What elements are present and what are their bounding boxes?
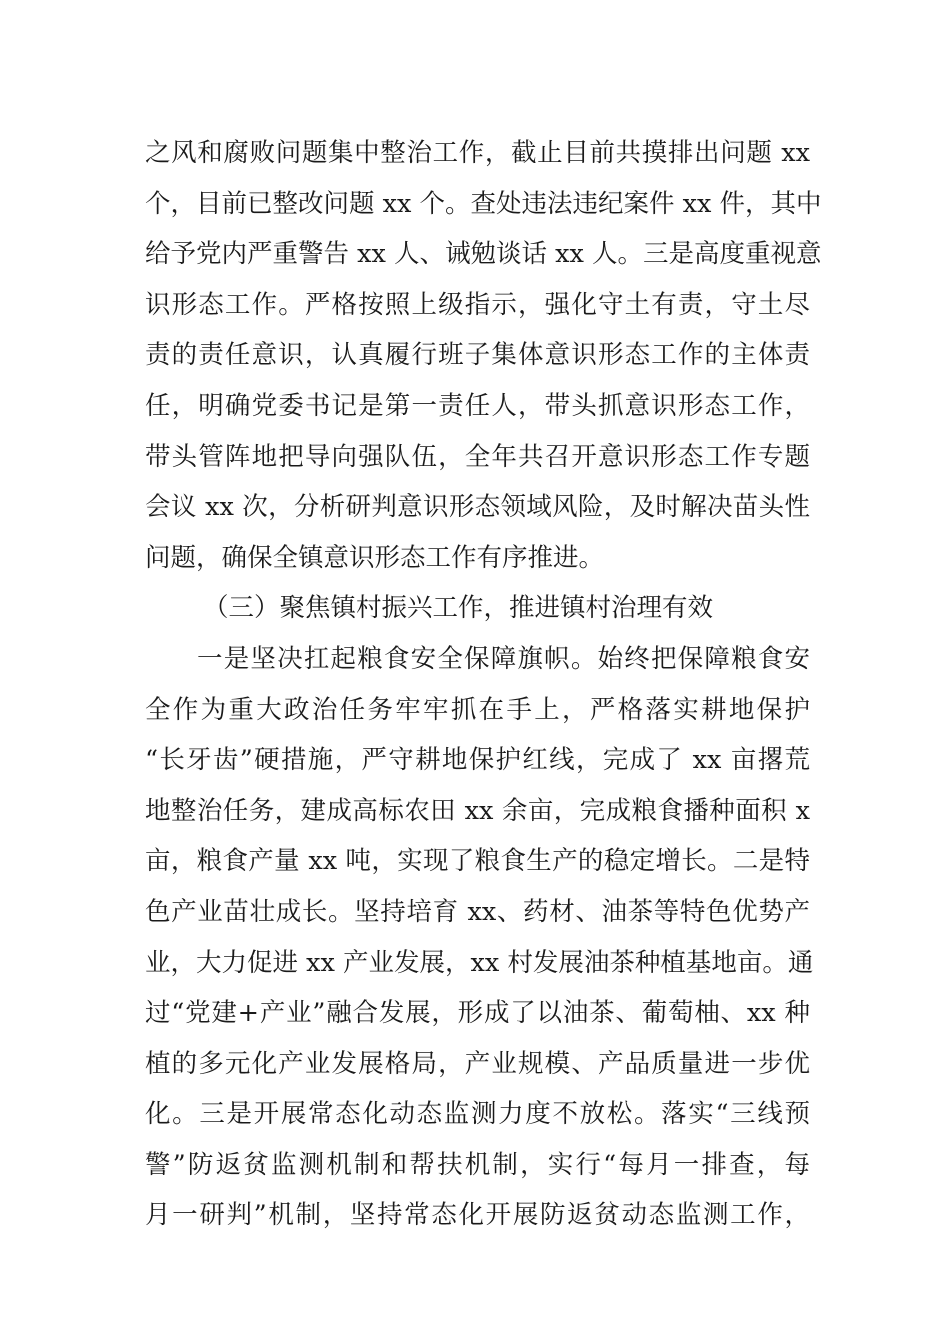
text-line: 给予党内严重警告 xx 人、诫勉谈话 xx 人。三是高度重视意 <box>145 239 822 270</box>
document-body <box>145 128 822 1241</box>
paragraph-1 <box>145 128 822 583</box>
text-line: 过“党建+产业”融合发展，形成了以油茶、葡萄柚、xx 种 <box>145 998 810 1029</box>
text-line: 一是坚决扛起粮食安全保障旗帜。始终把保障粮食安 <box>197 643 810 674</box>
text-line: 警”防返贫监测机制和帮扶机制，实行“每月一排查，每 <box>145 1149 810 1180</box>
section-heading: （三）聚焦镇村振兴工作，推进镇村治理有效 <box>203 593 714 624</box>
text-line: 月一研判”机制，坚持常态化开展防返贫动态监测工作， <box>145 1200 810 1231</box>
text-line: 会议 xx 次，分析研判意识形态领域风险，及时解决苗头性 <box>145 492 810 523</box>
text-line: 识形态工作。严格按照上级指示，强化守土有责，守土尽 <box>145 289 810 320</box>
text-line: 责的责任意识，认真履行班子集体意识形态工作的主体责 <box>145 340 810 371</box>
text-line: 个，目前已整改问题 xx 个。查处违法违纪案件 xx 件，其中 <box>145 188 822 219</box>
text-line: 之风和腐败问题集中整治工作，截止目前共摸排出问题 xx <box>145 138 810 168</box>
text-line: 问题，确保全镇意识形态工作有序推进。 <box>145 542 605 573</box>
text-line: 全作为重大政治任务牢牢抓在手上，严格落实耕地保护 <box>145 694 810 725</box>
text-line: 业，大力促进 xx 产业发展，xx 村发展油茶种植基地亩。通 <box>145 947 814 978</box>
text-line: 任，明确党委书记是第一责任人，带头抓意识形态工作， <box>145 390 810 421</box>
text-line: “长牙齿”硬措施，严守耕地保护红线，完成了 xx 亩撂荒 <box>145 745 810 776</box>
text-line: 化。三是开展常态化动态监测力度不放松。落实“三线预 <box>145 1099 810 1130</box>
paragraph-2 <box>145 634 814 1241</box>
text-line: 带头管阵地把导向强队伍，全年共召开意识形态工作专题 <box>145 441 810 472</box>
text-line: 色产业苗壮成长。坚持培育 xx、药材、油茶等特色优势产 <box>145 896 810 927</box>
text-line: 植的多元化产业发展格局，产业规模、产品质量进一步优 <box>145 1048 810 1079</box>
text-line: 地整治任务，建成高标农田 xx 余亩，完成粮食播种面积 x <box>145 795 810 826</box>
text-line: 亩，粮食产量 xx 吨，实现了粮食生产的稳定增长。二是特 <box>145 846 810 877</box>
